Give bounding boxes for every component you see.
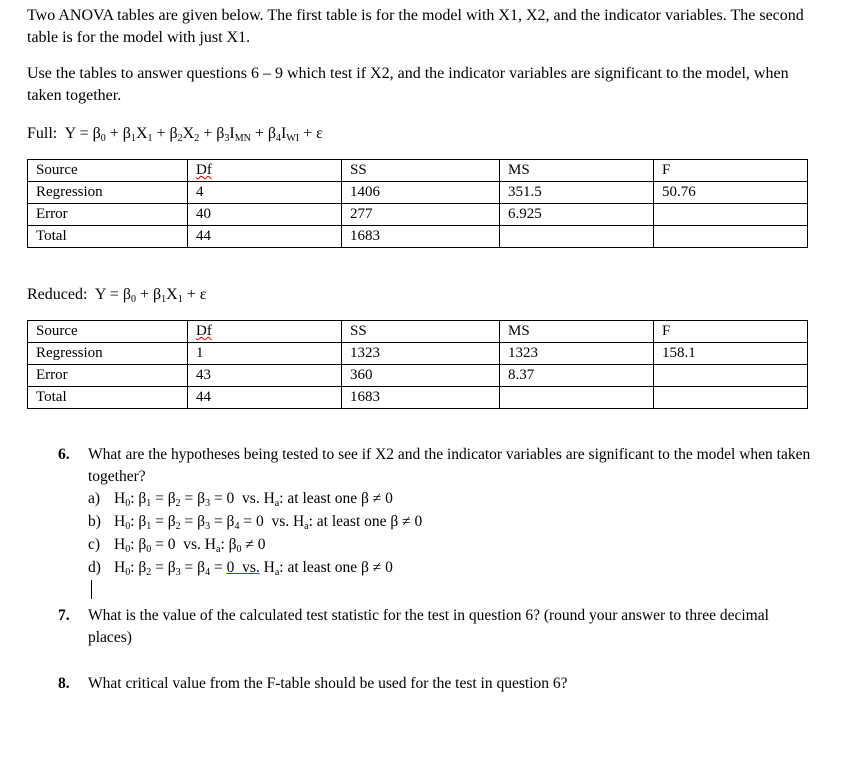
table-cell	[28, 321, 188, 343]
equation-segment: 4	[276, 133, 282, 144]
equation-segment: a	[216, 544, 221, 555]
equation-segment: 2	[175, 498, 181, 509]
equation-segment: : at least one β ≠ 0	[279, 490, 393, 507]
equation-segment: I	[229, 125, 235, 142]
intro-paragraph-2: Use the tables to answer questions 6 – 9 which test if X2, and the indicator variables are significant to the model, when taken together.	[27, 65, 789, 104]
equation-segment: ≠ 0	[241, 536, 266, 553]
table-cell	[342, 343, 500, 365]
equation-segment: + ε	[182, 286, 207, 303]
equation-segment: + β	[135, 286, 162, 303]
equation-segment: 3	[224, 133, 230, 144]
equation-segment: 0	[100, 133, 106, 144]
table-row	[28, 343, 808, 365]
cell-text: 40	[196, 206, 211, 222]
equation-segment: = 0 vs. H	[210, 490, 275, 507]
cell-text: 351.5	[508, 184, 542, 200]
equation-segment: = β	[180, 513, 206, 530]
equation-segment: = β	[180, 490, 206, 507]
equation-segment: MN	[234, 133, 251, 144]
reduced-model-equation	[27, 284, 206, 306]
cell-text: Source	[36, 323, 78, 339]
equation-segment: = 0 vs. H	[151, 536, 216, 553]
question-6	[58, 444, 811, 485]
cell-text: 1683	[350, 389, 380, 405]
table-cell	[654, 321, 808, 343]
question-text: What are the hypotheses being tested to see if X2 and the indicator variables are significant to the model when taken together?	[88, 446, 811, 485]
cell-text: F	[662, 162, 671, 178]
equation-segment: 2	[177, 133, 183, 144]
equation-segment: H	[114, 536, 126, 553]
equation-segment: : β	[130, 513, 147, 530]
table-cell	[654, 182, 808, 204]
cell-text: 8.37	[508, 367, 535, 383]
cell-text: 360	[350, 367, 373, 383]
equation-segment: 0	[125, 544, 131, 555]
equation-segment: 3	[205, 498, 211, 509]
equation-segment: + ε	[299, 125, 323, 142]
equation-segment: + β	[105, 125, 131, 142]
table-cell	[342, 321, 500, 343]
equation-segment: 0	[125, 567, 131, 578]
table-cell	[500, 321, 654, 343]
cell-text: 44	[196, 389, 211, 405]
equation-segment: 0 vs.	[226, 559, 260, 576]
table-cell	[188, 204, 342, 226]
table-header-row	[28, 160, 808, 182]
equation-segment: + β	[152, 125, 178, 142]
cell-text: MS	[508, 323, 530, 339]
table-cell	[342, 226, 500, 248]
equation-segment: = β	[180, 559, 206, 576]
question-number: 6.	[58, 446, 70, 463]
table-cell	[500, 387, 654, 409]
equation-segment: : at least one β ≠ 0	[279, 559, 393, 576]
equation-segment: H	[259, 559, 275, 576]
table-cell	[654, 365, 808, 387]
table-cell	[28, 343, 188, 365]
table-cell	[654, 343, 808, 365]
question-number: 8.	[58, 675, 70, 692]
equation-segment: + β	[250, 125, 277, 142]
answer-option-d	[88, 557, 393, 579]
question-7	[58, 605, 769, 646]
equation-segment: X	[135, 125, 148, 142]
option-label: d)	[88, 559, 101, 576]
cell-text: Regression	[36, 345, 103, 361]
full-anova-table	[27, 159, 808, 248]
cell-text: 43	[196, 367, 211, 383]
cell-text: F	[662, 323, 671, 339]
equation-segment: 3	[205, 521, 211, 532]
cell-text: 1323	[508, 345, 538, 361]
equation-segment: : β	[220, 536, 237, 553]
equation-segment: : at least one β ≠ 0	[308, 513, 423, 530]
equation-segment: Full: Y = β	[27, 125, 101, 142]
cell-text: Regression	[36, 184, 103, 200]
cell-text: Df	[196, 323, 212, 339]
table-row	[28, 365, 808, 387]
table-cell	[188, 365, 342, 387]
option-label: b)	[88, 513, 101, 530]
cell-text: 6.925	[508, 206, 542, 222]
table-cell	[342, 204, 500, 226]
table-cell	[28, 365, 188, 387]
table-cell	[654, 204, 808, 226]
question-8	[58, 673, 568, 695]
cell-text: MS	[508, 162, 530, 178]
equation-segment: = β	[151, 559, 176, 576]
cell-text: Df	[196, 162, 212, 178]
full-model-equation	[27, 123, 323, 145]
cell-text: 4	[196, 184, 204, 200]
equation-segment: 4	[234, 521, 240, 532]
equation-segment: X	[166, 286, 178, 303]
cell-text: 277	[350, 206, 373, 222]
table-cell	[342, 387, 500, 409]
table-cell	[28, 160, 188, 182]
question-text: What is the value of the calculated test statistic for the test in question 6? (round your answer to three decimal places)	[88, 607, 769, 646]
intro-paragraph-1: Two ANOVA tables are given below. The first table is for the model with X1, X2, and the indicator variables. The second table is for the model with just X1.	[27, 7, 804, 46]
equation-segment: = β	[210, 513, 235, 530]
cell-text: Total	[36, 389, 67, 405]
option-label: a)	[88, 490, 101, 507]
question-text: What critical value from the F-table should be used for the test in question 6?	[88, 675, 568, 692]
equation-segment: 1	[177, 294, 183, 305]
cell-text: Source	[36, 162, 78, 178]
cell-text: 1683	[350, 228, 380, 244]
equation-segment: 3	[175, 567, 181, 578]
answer-option-b	[88, 511, 422, 533]
question-number: 7.	[58, 607, 70, 624]
table-cell	[654, 387, 808, 409]
equation-segment: 1	[147, 133, 153, 144]
table-cell	[188, 226, 342, 248]
equation-segment: = 0 vs. H	[239, 513, 305, 530]
table-row	[28, 182, 808, 204]
equation-segment: 0	[236, 544, 242, 555]
table-header-row	[28, 321, 808, 343]
table-cell	[342, 182, 500, 204]
option-label: c)	[88, 536, 101, 553]
table-cell	[342, 365, 500, 387]
equation-segment: : β	[130, 490, 147, 507]
table-cell	[188, 387, 342, 409]
table-cell	[28, 226, 188, 248]
equation-segment: 1	[146, 521, 152, 532]
cell-text: Error	[36, 206, 68, 222]
equation-segment: 1	[146, 498, 152, 509]
equation-segment: 2	[146, 567, 152, 578]
cell-text: SS	[350, 323, 367, 339]
cell-text: 1406	[350, 184, 380, 200]
table-cell	[188, 182, 342, 204]
equation-segment: + β	[199, 125, 225, 142]
equation-segment: 0	[125, 521, 131, 532]
equation-segment: 0	[125, 498, 131, 509]
equation-segment: H	[114, 513, 126, 530]
table-cell	[188, 321, 342, 343]
cell-text: 1323	[350, 345, 380, 361]
table-row	[28, 204, 808, 226]
equation-segment: = β	[151, 513, 176, 530]
equation-segment: 2	[175, 521, 181, 532]
table-cell	[28, 387, 188, 409]
table-cell	[500, 365, 654, 387]
table-row	[28, 387, 808, 409]
cell-text: 158.1	[662, 345, 696, 361]
cell-text: 50.76	[662, 184, 696, 200]
answer-option-a	[88, 488, 393, 510]
equation-segment: a	[274, 567, 280, 578]
table-cell	[188, 160, 342, 182]
equation-segment: H	[114, 559, 126, 576]
table-cell	[28, 204, 188, 226]
table-cell	[28, 182, 188, 204]
cell-text: Total	[36, 228, 67, 244]
answer-option-c	[88, 534, 266, 556]
cell-text: 1	[196, 345, 204, 361]
table-cell	[188, 343, 342, 365]
equation-segment: 4	[205, 567, 211, 578]
equation-segment: : β	[130, 559, 147, 576]
equation-segment: = β	[151, 490, 176, 507]
equation-segment: 0	[146, 544, 152, 555]
cell-text: Error	[36, 367, 68, 383]
table-cell	[500, 204, 654, 226]
table-cell	[500, 182, 654, 204]
table-cell	[342, 160, 500, 182]
equation-segment: : β	[130, 536, 147, 553]
equation-segment: a	[274, 498, 280, 509]
cell-text: 44	[196, 228, 211, 244]
equation-segment: H	[114, 490, 126, 507]
equation-segment: WI	[286, 133, 300, 144]
table-cell	[654, 160, 808, 182]
equation-segment: 2	[194, 133, 200, 144]
equation-segment: =	[210, 559, 227, 576]
equation-segment: I	[281, 125, 287, 142]
equation-segment: 1	[161, 294, 167, 305]
equation-segment: 0	[130, 294, 136, 305]
text-cursor	[91, 580, 92, 599]
table-cell	[500, 343, 654, 365]
equation-segment: 1	[130, 133, 136, 144]
reduced-anova-table	[27, 320, 808, 409]
cell-text: SS	[350, 162, 367, 178]
table-cell	[500, 226, 654, 248]
equation-segment: a	[304, 521, 309, 532]
table-cell	[654, 226, 808, 248]
equation-segment: Reduced: Y = β	[27, 286, 131, 303]
equation-segment: X	[182, 125, 195, 142]
table-cell	[500, 160, 654, 182]
table-row	[28, 226, 808, 248]
